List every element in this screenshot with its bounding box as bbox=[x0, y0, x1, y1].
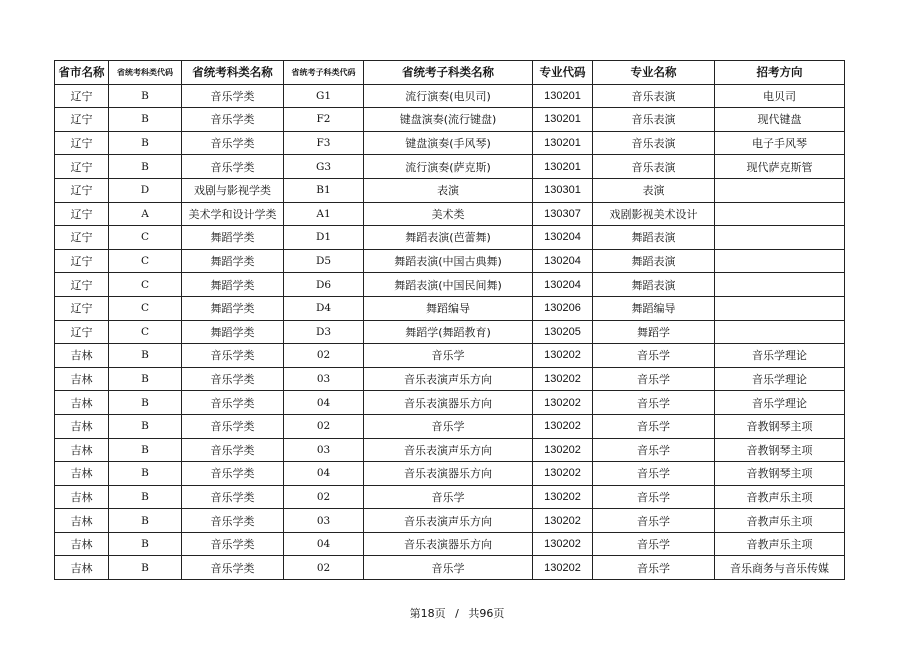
direction-cell bbox=[715, 202, 845, 226]
category-code-cell: B bbox=[109, 438, 182, 462]
major-name-cell: 舞蹈表演 bbox=[593, 226, 715, 250]
province-cell: 吉林 bbox=[55, 485, 109, 509]
category-name-cell: 音乐学类 bbox=[182, 344, 284, 368]
table-row bbox=[55, 509, 845, 533]
subcategory-code-cell: 02 bbox=[284, 485, 364, 509]
subcategory-name-cell: 舞蹈学(舞蹈教育) bbox=[364, 320, 533, 344]
table-row bbox=[55, 249, 845, 273]
header-subcategory-name: 省统考子科类名称 bbox=[364, 61, 533, 85]
major-name-cell: 音乐表演 bbox=[593, 108, 715, 132]
direction-cell: 电子手风琴 bbox=[715, 131, 845, 155]
category-name-cell: 舞蹈学类 bbox=[182, 249, 284, 273]
category-code-cell: B bbox=[109, 414, 182, 438]
major-code-cell: 130202 bbox=[533, 485, 593, 509]
category-code-cell: B bbox=[109, 131, 182, 155]
subcategory-code-cell: A1 bbox=[284, 202, 364, 226]
major-name-cell: 音乐学 bbox=[593, 344, 715, 368]
category-code-cell: C bbox=[109, 273, 182, 297]
major-name-cell: 音乐学 bbox=[593, 438, 715, 462]
direction-cell bbox=[715, 273, 845, 297]
subcategory-name-cell: 音乐表演器乐方向 bbox=[364, 462, 533, 486]
subcategory-code-cell: D3 bbox=[284, 320, 364, 344]
header-subcategory-code: 省统考子科类代码 bbox=[284, 61, 364, 85]
major-code-cell: 130202 bbox=[533, 367, 593, 391]
province-cell: 吉林 bbox=[55, 509, 109, 533]
direction-cell bbox=[715, 296, 845, 320]
subcategory-name-cell: 舞蹈表演(中国古典舞) bbox=[364, 249, 533, 273]
header-category-code: 省统考科类代码 bbox=[109, 61, 182, 85]
direction-cell: 音教声乐主项 bbox=[715, 485, 845, 509]
subcategory-name-cell: 音乐表演器乐方向 bbox=[364, 532, 533, 556]
subcategory-name-cell: 键盘演奏(手风琴) bbox=[364, 131, 533, 155]
page-separator: / bbox=[455, 607, 459, 620]
province-cell: 辽宁 bbox=[55, 155, 109, 179]
subcategory-code-cell: 04 bbox=[284, 532, 364, 556]
direction-cell: 音教声乐主项 bbox=[715, 532, 845, 556]
subcategory-code-cell: G3 bbox=[284, 155, 364, 179]
province-cell: 辽宁 bbox=[55, 178, 109, 202]
table-header-row bbox=[55, 61, 845, 85]
major-code-cell: 130205 bbox=[533, 320, 593, 344]
province-cell: 吉林 bbox=[55, 532, 109, 556]
category-name-cell: 音乐学类 bbox=[182, 485, 284, 509]
table-row bbox=[55, 108, 845, 132]
major-name-cell: 音乐表演 bbox=[593, 131, 715, 155]
major-code-cell: 130204 bbox=[533, 273, 593, 297]
table-row bbox=[55, 296, 845, 320]
table-row bbox=[55, 485, 845, 509]
table-row bbox=[55, 556, 845, 580]
header-category-name: 省统考科类名称 bbox=[182, 61, 284, 85]
direction-cell: 音教钢琴主项 bbox=[715, 414, 845, 438]
subcategory-code-cell: G1 bbox=[284, 84, 364, 108]
header-major-name: 专业名称 bbox=[593, 61, 715, 85]
major-name-cell: 音乐表演 bbox=[593, 155, 715, 179]
category-code-cell: B bbox=[109, 532, 182, 556]
table-row bbox=[55, 131, 845, 155]
province-cell: 吉林 bbox=[55, 367, 109, 391]
page-footer bbox=[0, 605, 914, 621]
major-name-cell: 音乐学 bbox=[593, 485, 715, 509]
province-cell: 辽宁 bbox=[55, 296, 109, 320]
subcategory-code-cell: 04 bbox=[284, 462, 364, 486]
category-code-cell: C bbox=[109, 249, 182, 273]
subcategory-code-cell: F3 bbox=[284, 131, 364, 155]
province-cell: 吉林 bbox=[55, 556, 109, 580]
major-name-cell: 音乐学 bbox=[593, 391, 715, 415]
subcategory-code-cell: D1 bbox=[284, 226, 364, 250]
subcategory-name-cell: 美术类 bbox=[364, 202, 533, 226]
major-code-cell: 130204 bbox=[533, 249, 593, 273]
table-row bbox=[55, 202, 845, 226]
major-code-cell: 130206 bbox=[533, 296, 593, 320]
subcategory-code-cell: 02 bbox=[284, 556, 364, 580]
category-code-cell: D bbox=[109, 178, 182, 202]
major-name-cell: 音乐学 bbox=[593, 414, 715, 438]
table-row bbox=[55, 155, 845, 179]
category-code-cell: B bbox=[109, 344, 182, 368]
category-name-cell: 音乐学类 bbox=[182, 414, 284, 438]
direction-cell bbox=[715, 249, 845, 273]
major-name-cell: 音乐学 bbox=[593, 462, 715, 486]
subcategory-code-cell: D5 bbox=[284, 249, 364, 273]
category-name-cell: 音乐学类 bbox=[182, 108, 284, 132]
province-cell: 辽宁 bbox=[55, 84, 109, 108]
major-name-cell: 音乐表演 bbox=[593, 84, 715, 108]
major-code-cell: 130202 bbox=[533, 344, 593, 368]
subcategory-name-cell: 流行演奏(萨克斯) bbox=[364, 155, 533, 179]
category-code-cell: B bbox=[109, 391, 182, 415]
category-name-cell: 戏剧与影视学类 bbox=[182, 178, 284, 202]
subcategory-code-cell: B1 bbox=[284, 178, 364, 202]
table-row bbox=[55, 178, 845, 202]
category-name-cell: 音乐学类 bbox=[182, 131, 284, 155]
category-name-cell: 音乐学类 bbox=[182, 532, 284, 556]
category-name-cell: 音乐学类 bbox=[182, 367, 284, 391]
major-code-cell: 130307 bbox=[533, 202, 593, 226]
major-name-cell: 表演 bbox=[593, 178, 715, 202]
direction-cell bbox=[715, 226, 845, 250]
subcategory-name-cell: 舞蹈表演(中国民间舞) bbox=[364, 273, 533, 297]
province-cell: 辽宁 bbox=[55, 202, 109, 226]
subcategory-name-cell: 音乐学 bbox=[364, 485, 533, 509]
header-major-code: 专业代码 bbox=[533, 61, 593, 85]
major-code-cell: 130201 bbox=[533, 108, 593, 132]
direction-cell bbox=[715, 320, 845, 344]
category-name-cell: 音乐学类 bbox=[182, 155, 284, 179]
category-name-cell: 音乐学类 bbox=[182, 556, 284, 580]
major-code-cell: 130202 bbox=[533, 462, 593, 486]
table-body bbox=[55, 84, 845, 579]
major-code-cell: 130201 bbox=[533, 131, 593, 155]
table-row bbox=[55, 414, 845, 438]
category-code-cell: B bbox=[109, 462, 182, 486]
subcategory-name-cell: 音乐表演声乐方向 bbox=[364, 367, 533, 391]
subcategory-code-cell: 02 bbox=[284, 414, 364, 438]
province-cell: 吉林 bbox=[55, 414, 109, 438]
category-code-cell: A bbox=[109, 202, 182, 226]
major-name-cell: 音乐学 bbox=[593, 556, 715, 580]
subcategory-code-cell: 04 bbox=[284, 391, 364, 415]
page-total: 共96页 bbox=[468, 607, 505, 620]
direction-cell: 电贝司 bbox=[715, 84, 845, 108]
major-code-cell: 130201 bbox=[533, 155, 593, 179]
major-name-cell: 舞蹈编导 bbox=[593, 296, 715, 320]
header-province: 省市名称 bbox=[55, 61, 109, 85]
province-cell: 吉林 bbox=[55, 462, 109, 486]
major-name-cell: 舞蹈学 bbox=[593, 320, 715, 344]
subcategory-name-cell: 舞蹈表演(芭蕾舞) bbox=[364, 226, 533, 250]
province-cell: 吉林 bbox=[55, 344, 109, 368]
major-name-cell: 舞蹈表演 bbox=[593, 249, 715, 273]
major-name-cell: 戏剧影视美术设计 bbox=[593, 202, 715, 226]
province-cell: 吉林 bbox=[55, 391, 109, 415]
category-code-cell: B bbox=[109, 108, 182, 132]
province-cell: 辽宁 bbox=[55, 273, 109, 297]
table-row bbox=[55, 438, 845, 462]
subcategory-name-cell: 表演 bbox=[364, 178, 533, 202]
subcategory-name-cell: 音乐表演声乐方向 bbox=[364, 509, 533, 533]
table-row bbox=[55, 84, 845, 108]
major-name-cell: 音乐学 bbox=[593, 509, 715, 533]
province-cell: 吉林 bbox=[55, 438, 109, 462]
province-cell: 辽宁 bbox=[55, 320, 109, 344]
category-code-cell: B bbox=[109, 84, 182, 108]
direction-cell: 音乐学理论 bbox=[715, 344, 845, 368]
category-name-cell: 舞蹈学类 bbox=[182, 296, 284, 320]
category-name-cell: 舞蹈学类 bbox=[182, 320, 284, 344]
subcategory-name-cell: 键盘演奏(流行键盘) bbox=[364, 108, 533, 132]
header-direction: 招考方向 bbox=[715, 61, 845, 85]
province-cell: 辽宁 bbox=[55, 108, 109, 132]
table-row bbox=[55, 462, 845, 486]
page-current: 第18页 bbox=[409, 607, 446, 620]
category-code-cell: B bbox=[109, 485, 182, 509]
major-code-cell: 130201 bbox=[533, 84, 593, 108]
subcategory-name-cell: 音乐学 bbox=[364, 344, 533, 368]
subcategory-code-cell: 03 bbox=[284, 438, 364, 462]
direction-cell: 音乐学理论 bbox=[715, 391, 845, 415]
province-cell: 辽宁 bbox=[55, 131, 109, 155]
major-code-cell: 130202 bbox=[533, 391, 593, 415]
category-code-cell: C bbox=[109, 320, 182, 344]
subcategory-name-cell: 音乐表演器乐方向 bbox=[364, 391, 533, 415]
subcategory-code-cell: D4 bbox=[284, 296, 364, 320]
major-name-cell: 音乐学 bbox=[593, 532, 715, 556]
category-name-cell: 音乐学类 bbox=[182, 509, 284, 533]
major-name-cell: 舞蹈表演 bbox=[593, 273, 715, 297]
subcategory-code-cell: D6 bbox=[284, 273, 364, 297]
table-row bbox=[55, 532, 845, 556]
category-name-cell: 美术学和设计学类 bbox=[182, 202, 284, 226]
direction-cell: 现代萨克斯管 bbox=[715, 155, 845, 179]
category-name-cell: 音乐学类 bbox=[182, 391, 284, 415]
major-code-cell: 130202 bbox=[533, 438, 593, 462]
direction-cell: 音乐商务与音乐传媒 bbox=[715, 556, 845, 580]
subcategory-name-cell: 舞蹈编导 bbox=[364, 296, 533, 320]
category-name-cell: 舞蹈学类 bbox=[182, 273, 284, 297]
table-row bbox=[55, 367, 845, 391]
subcategory-name-cell: 音乐学 bbox=[364, 414, 533, 438]
province-cell: 辽宁 bbox=[55, 226, 109, 250]
category-code-cell: B bbox=[109, 509, 182, 533]
category-name-cell: 音乐学类 bbox=[182, 462, 284, 486]
category-name-cell: 舞蹈学类 bbox=[182, 226, 284, 250]
category-code-cell: C bbox=[109, 296, 182, 320]
subcategory-code-cell: 03 bbox=[284, 509, 364, 533]
subcategory-name-cell: 音乐学 bbox=[364, 556, 533, 580]
major-code-cell: 130202 bbox=[533, 509, 593, 533]
table-row bbox=[55, 320, 845, 344]
subcategory-code-cell: F2 bbox=[284, 108, 364, 132]
subcategory-name-cell: 音乐表演声乐方向 bbox=[364, 438, 533, 462]
direction-cell: 音乐学理论 bbox=[715, 367, 845, 391]
major-code-cell: 130204 bbox=[533, 226, 593, 250]
direction-cell bbox=[715, 178, 845, 202]
category-code-cell: B bbox=[109, 556, 182, 580]
direction-cell: 音教钢琴主项 bbox=[715, 462, 845, 486]
direction-cell: 音教钢琴主项 bbox=[715, 438, 845, 462]
major-code-cell: 130202 bbox=[533, 556, 593, 580]
category-name-cell: 音乐学类 bbox=[182, 438, 284, 462]
major-code-cell: 130301 bbox=[533, 178, 593, 202]
admissions-table bbox=[54, 60, 845, 580]
category-code-cell: B bbox=[109, 155, 182, 179]
major-code-cell: 130202 bbox=[533, 414, 593, 438]
direction-cell: 音教声乐主项 bbox=[715, 509, 845, 533]
subcategory-name-cell: 流行演奏(电贝司) bbox=[364, 84, 533, 108]
major-name-cell: 音乐学 bbox=[593, 367, 715, 391]
table-row bbox=[55, 391, 845, 415]
major-code-cell: 130202 bbox=[533, 532, 593, 556]
category-code-cell: B bbox=[109, 367, 182, 391]
table-row bbox=[55, 273, 845, 297]
subcategory-code-cell: 03 bbox=[284, 367, 364, 391]
direction-cell: 现代键盘 bbox=[715, 108, 845, 132]
table-row bbox=[55, 226, 845, 250]
subcategory-code-cell: 02 bbox=[284, 344, 364, 368]
table-row bbox=[55, 344, 845, 368]
category-name-cell: 音乐学类 bbox=[182, 84, 284, 108]
category-code-cell: C bbox=[109, 226, 182, 250]
province-cell: 辽宁 bbox=[55, 249, 109, 273]
